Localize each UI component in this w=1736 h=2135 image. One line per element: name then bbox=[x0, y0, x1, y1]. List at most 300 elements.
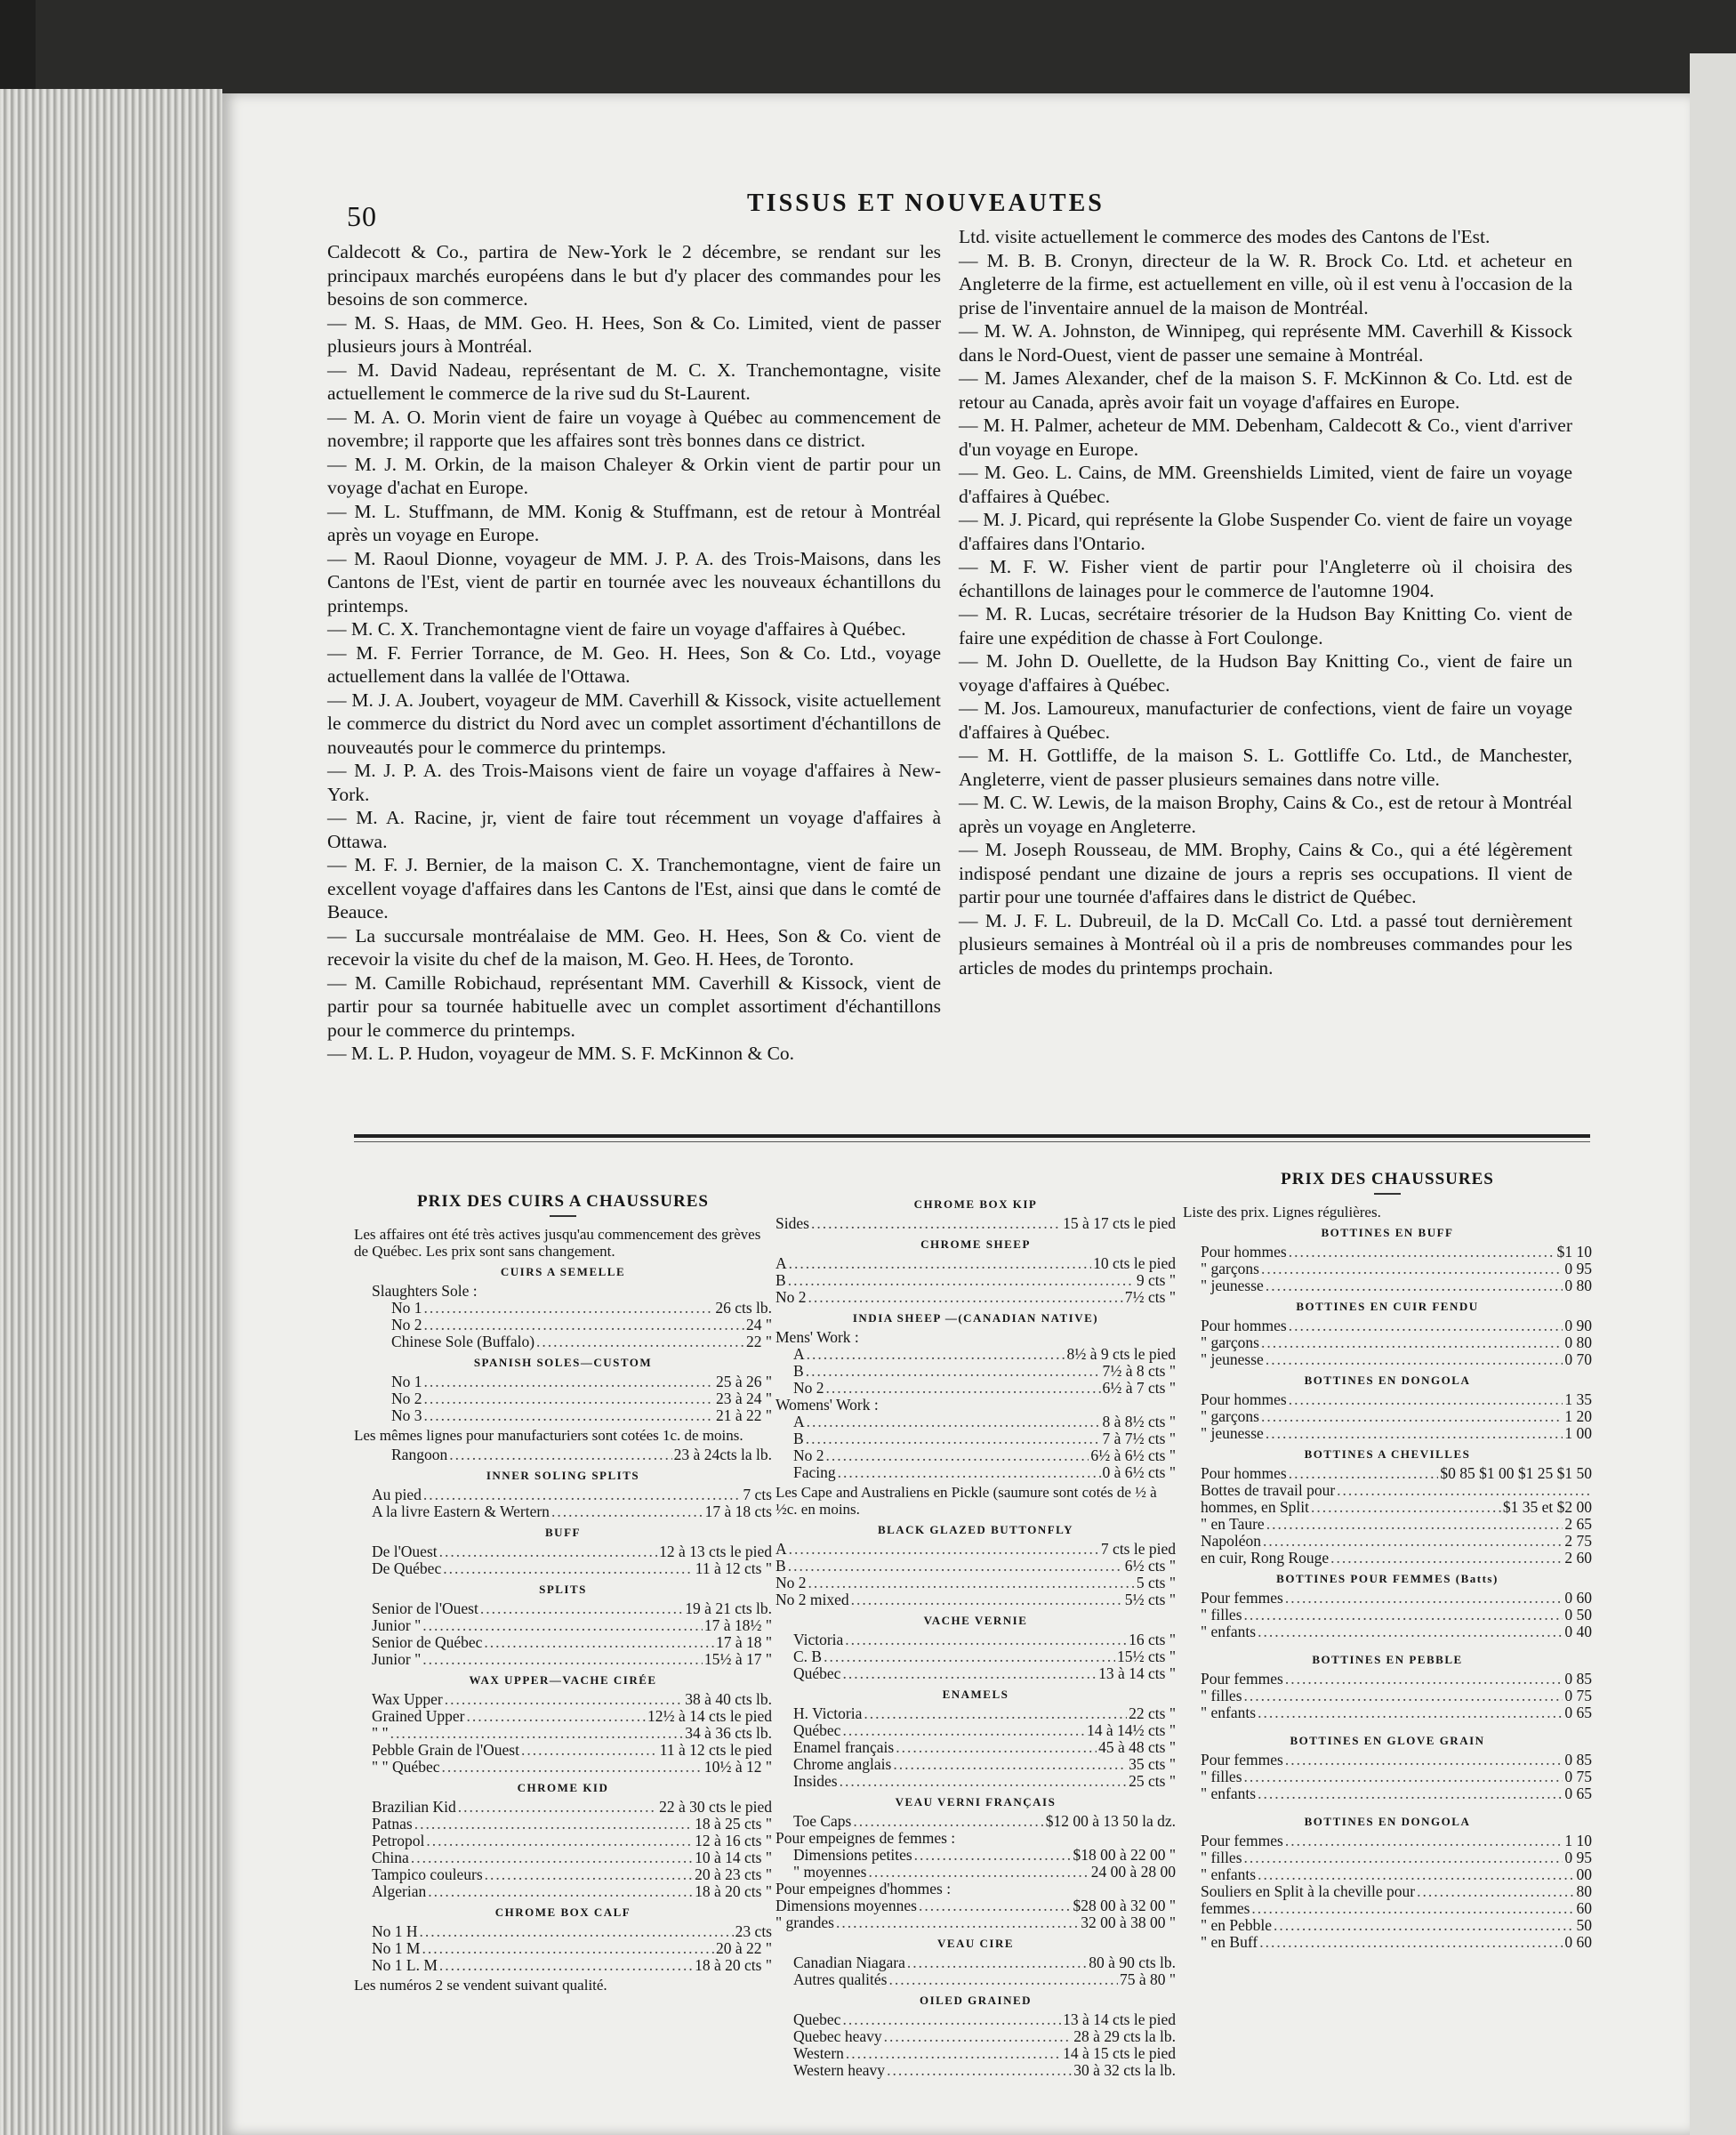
table-title: PRIX DES CHAUSSURES bbox=[1281, 1170, 1494, 1188]
leader-dots bbox=[806, 1430, 1101, 1447]
leader-dots bbox=[806, 1363, 1101, 1380]
price-label: Western heavy bbox=[793, 2061, 886, 2079]
price-label: Toe Caps bbox=[793, 1812, 852, 1830]
price-value: 20 à 23 cts " bbox=[695, 1865, 772, 1883]
news-paragraph: Caldecott & Co., partira de New-York le 2 décembre, se rendant sur les principaux marchés européens dans le but d'y placer des commandes pour les besoins de son commerce. bbox=[327, 241, 941, 310]
price-row bbox=[776, 1897, 1176, 1914]
price-label: Senior de l'Ouest bbox=[372, 1599, 478, 1617]
leader-dots bbox=[884, 2028, 1073, 2045]
news-paragraph: — M. David Nadeau, représentant de M. C. X. Tranchemontagne, visite actuellement le commerce de la rive sud du St-Laurent. bbox=[327, 359, 941, 404]
leader-dots bbox=[420, 1923, 734, 1940]
price-row bbox=[776, 1914, 1176, 1931]
price-value: 0 70 bbox=[1564, 1350, 1592, 1368]
price-value: 2 60 bbox=[1564, 1549, 1592, 1567]
price-label: Bottes de travail pour bbox=[1201, 1481, 1336, 1499]
leader-dots bbox=[390, 1725, 684, 1742]
price-value: 7½ cts " bbox=[1124, 1288, 1176, 1306]
book-page-edges bbox=[0, 89, 222, 2135]
price-label: Pour hommes bbox=[1201, 1390, 1287, 1408]
price-value: 12½ à 14 cts le pied bbox=[647, 1707, 772, 1725]
table-subheading: CHROME SHEEP bbox=[920, 1237, 1031, 1251]
leader-dots bbox=[1285, 1752, 1563, 1768]
price-label: No 1 H bbox=[372, 1922, 418, 1940]
news-paragraph: — M. F. Ferrier Torrance, de M. Geo. H. Hees, Son & Co. Ltd., voyage actuellement dans la vallée de l'Ottawa. bbox=[327, 641, 941, 687]
price-value: 0 60 bbox=[1564, 1589, 1592, 1607]
group-label: Pour empeignes de femmes : bbox=[776, 1829, 956, 1847]
price-label: No 3 bbox=[391, 1406, 422, 1424]
news-paragraph: — M. H. Gottliffe, de la maison S. L. Gottliffe Co. Ltd., de Manchester, Angleterre, vient de passer plusieurs semaines dans notre ville. bbox=[959, 745, 1572, 790]
spacer bbox=[1183, 1951, 1592, 1958]
leader-dots bbox=[1244, 1768, 1563, 1785]
price-value: 7½ à 8 cts " bbox=[1102, 1362, 1176, 1380]
price-label: Pour hommes bbox=[1201, 1243, 1287, 1261]
price-row bbox=[354, 1374, 772, 1390]
price-row bbox=[354, 1759, 772, 1776]
leader-dots bbox=[919, 1897, 1072, 1914]
price-label: Insides bbox=[793, 1772, 838, 1790]
news-paragraph: — M. Geo. L. Cains, de MM. Greenshields Limited, vient de faire un voyage d'affaires à Québec. bbox=[959, 462, 1572, 507]
price-row bbox=[354, 1651, 772, 1668]
price-value: 22 " bbox=[745, 1333, 772, 1350]
price-row bbox=[354, 1816, 772, 1833]
leader-dots bbox=[824, 1648, 1115, 1665]
price-row bbox=[354, 1503, 772, 1520]
news-paragraph: — M. C. W. Lewis, de la maison Brophy, Cains & Co., est de retour à Montréal après un voyage en Angleterre. bbox=[959, 792, 1572, 837]
news-paragraph: — M. A. Racine, jr, vient de faire tout récemment un voyage d'affaires à Ottawa. bbox=[327, 807, 941, 852]
price-value: 24 " bbox=[745, 1316, 772, 1333]
leader-dots bbox=[1311, 1499, 1501, 1516]
price-label: " filles bbox=[1201, 1768, 1242, 1785]
price-label: " grandes bbox=[776, 1913, 834, 1931]
leader-dots bbox=[441, 1759, 702, 1776]
price-label: Quebec bbox=[793, 2010, 841, 2028]
price-value: $1 35 et $2 00 bbox=[1502, 1498, 1592, 1516]
price-value: 0 75 bbox=[1564, 1687, 1592, 1704]
price-value: 80 à 90 cts lb. bbox=[1089, 1954, 1176, 1971]
table-subheading: BOTTINES EN BUFF bbox=[1321, 1226, 1454, 1239]
news-paragraph: — M. James Alexander, chef de la maison S. F. McKinnon & Co. Ltd. est de retour au Canada, après avoir fait un voyage d'affaires en Europe. bbox=[959, 367, 1572, 413]
leader-dots bbox=[422, 1940, 714, 1957]
leader-dots bbox=[896, 1739, 1097, 1756]
price-row bbox=[776, 1380, 1176, 1397]
price-label: " enfants bbox=[1201, 1704, 1257, 1721]
price-row bbox=[354, 1940, 772, 1957]
price-row bbox=[776, 1447, 1176, 1464]
price-label: " enfants bbox=[1201, 1623, 1257, 1640]
price-row bbox=[1183, 1900, 1592, 1917]
price-label: Canadian Niagara bbox=[793, 1954, 905, 1971]
leader-dots bbox=[838, 1464, 1101, 1481]
price-row bbox=[776, 2028, 1176, 2045]
news-paragraph: — M. J. A. Joubert, voyageur de MM. Caverhill & Kissock, visite actuellement le commerce du district du Nord avec un complet assortiment d'échantillons de nouveautés pour le commerce du printemps. bbox=[327, 689, 941, 758]
price-value: $0 85 $1 00 $1 25 $1 50 bbox=[1440, 1464, 1592, 1482]
price-row bbox=[776, 2045, 1176, 2062]
price-label: B bbox=[793, 1430, 804, 1447]
table-intro: Liste des prix. Lignes régulières. bbox=[1183, 1204, 1381, 1221]
price-value: 21 à 22 " bbox=[715, 1406, 772, 1424]
news-paragraph: — M. H. Palmer, acheteur de MM. Debenham, Caldecott & Co., vient d'arriver d'un voyage en Europe. bbox=[959, 415, 1572, 460]
news-paragraph: — M. Jos. Lamoureux, manufacturier de confections, vient de faire un voyage d'affaires à Québec. bbox=[959, 697, 1572, 743]
price-label: Pour femmes bbox=[1201, 1589, 1283, 1607]
price-label: " en Buff bbox=[1201, 1933, 1258, 1951]
leader-dots bbox=[788, 1272, 1135, 1289]
leader-dots bbox=[789, 1255, 1092, 1272]
price-value: 18 à 20 cts " bbox=[695, 1882, 772, 1900]
leader-dots bbox=[521, 1742, 658, 1759]
price-row bbox=[354, 1446, 772, 1463]
leader-dots bbox=[422, 1651, 703, 1668]
table-subheading: SPANISH SOLES—CUSTOM bbox=[473, 1356, 653, 1369]
price-label: No 2 bbox=[776, 1288, 807, 1306]
table-subheading: BOTTINES EN DONGOLA bbox=[1304, 1374, 1471, 1387]
table-subheading: ENAMELS bbox=[942, 1688, 1009, 1701]
leader-dots bbox=[1285, 1671, 1563, 1688]
price-value: 12 à 16 cts " bbox=[695, 1832, 772, 1849]
price-row bbox=[776, 1648, 1176, 1665]
price-label: en cuir, Rong Rouge bbox=[1201, 1549, 1330, 1567]
leader-dots bbox=[789, 1541, 1099, 1558]
leader-dots bbox=[1244, 1849, 1563, 1866]
price-value: $1 10 bbox=[1556, 1243, 1592, 1261]
price-label: No 2 bbox=[793, 1379, 824, 1397]
price-label: " moyennes bbox=[793, 1863, 867, 1881]
table-subheading: BOTTINES A CHEVILLES bbox=[1304, 1447, 1471, 1461]
price-row bbox=[1183, 1391, 1592, 1408]
price-value: 15½ à 17 " bbox=[703, 1650, 772, 1668]
leader-dots bbox=[428, 1883, 693, 1900]
price-label: Pour hommes bbox=[1201, 1464, 1287, 1482]
price-row bbox=[776, 1558, 1176, 1575]
price-row bbox=[776, 1215, 1176, 1232]
price-value: 80 bbox=[1576, 1882, 1592, 1900]
leader-dots bbox=[1251, 1900, 1574, 1917]
price-label: " " Québec bbox=[372, 1758, 440, 1776]
price-value: 20 à 22 " bbox=[715, 1939, 772, 1957]
price-label: No 2 bbox=[391, 1390, 422, 1407]
price-value: 0 75 bbox=[1564, 1768, 1592, 1785]
price-value: 0 85 bbox=[1564, 1751, 1592, 1768]
leader-dots bbox=[1417, 1883, 1574, 1900]
price-row bbox=[1183, 1425, 1592, 1442]
price-value: 14 à 15 cts le pied bbox=[1063, 2044, 1176, 2062]
leader-dots bbox=[1261, 1261, 1563, 1277]
price-value: 0 40 bbox=[1564, 1623, 1592, 1640]
price-row bbox=[776, 1847, 1176, 1864]
section-divider bbox=[354, 1134, 1590, 1138]
price-label: " garçons bbox=[1201, 1260, 1259, 1277]
price-row bbox=[776, 1272, 1176, 1289]
leader-dots bbox=[1285, 1590, 1563, 1607]
spacer bbox=[1183, 1721, 1592, 1728]
price-row bbox=[776, 1575, 1176, 1591]
leader-dots bbox=[424, 1407, 714, 1424]
price-value: $12 00 à 13 50 la dz. bbox=[1045, 1812, 1176, 1830]
leader-dots bbox=[411, 1849, 693, 1866]
news-column-left bbox=[327, 240, 941, 1066]
price-value: 12 à 13 cts le pied bbox=[659, 1543, 772, 1560]
price-value: 17 à 18 " bbox=[715, 1633, 772, 1651]
leader-dots bbox=[842, 1722, 1085, 1739]
title-dash bbox=[1374, 1193, 1401, 1195]
price-row bbox=[354, 1725, 772, 1742]
leader-dots bbox=[424, 1317, 744, 1333]
price-value: 6½ à 6½ cts " bbox=[1090, 1446, 1176, 1464]
price-label: Facing bbox=[793, 1463, 836, 1481]
news-paragraph: — M. L. Stuffmann, de MM. Konig & Stuffmann, est de retour à Montréal après un voyage en Europe. bbox=[327, 500, 941, 545]
table-subheading: BOTTINES EN PEBBLE bbox=[1312, 1653, 1463, 1666]
price-row bbox=[354, 1799, 772, 1816]
facing-page-edge bbox=[1690, 53, 1736, 2135]
price-value: 0 à 6½ cts " bbox=[1102, 1463, 1176, 1481]
price-row bbox=[776, 1289, 1176, 1306]
leader-dots bbox=[1266, 1425, 1563, 1442]
price-label: Western bbox=[793, 2044, 844, 2062]
price-label: A bbox=[776, 1540, 787, 1558]
price-value: 23 à 24 " bbox=[715, 1390, 772, 1407]
news-paragraph: — La succursale montréalaise de MM. Geo. H. Hees, Son & Co. vient de recevoir la visite du chef de la maison, M. Geo. H. Hees, de Toronto. bbox=[327, 924, 941, 970]
price-row bbox=[1183, 1533, 1592, 1550]
price-value: 30 à 32 cts la lb. bbox=[1073, 2061, 1176, 2079]
price-label: " garçons bbox=[1201, 1333, 1259, 1351]
table-subheading: OILED GRAINED bbox=[919, 1994, 1033, 2007]
leader-dots bbox=[466, 1708, 646, 1725]
price-label: " enfants bbox=[1201, 1865, 1257, 1883]
price-row bbox=[1183, 1317, 1592, 1334]
price-value: 23 à 24cts la lb. bbox=[673, 1446, 772, 1463]
price-label: Petropol bbox=[372, 1832, 425, 1849]
leader-dots bbox=[853, 1813, 1043, 1830]
leader-dots bbox=[1258, 1866, 1574, 1883]
price-row bbox=[1183, 1516, 1592, 1533]
leader-dots bbox=[807, 1414, 1101, 1430]
price-value: 10 cts le pied bbox=[1093, 1254, 1176, 1272]
price-row bbox=[354, 1833, 772, 1849]
table-subheading: BLACK GLAZED BUTTONFLY bbox=[877, 1523, 1074, 1536]
price-label: Wax Upper bbox=[372, 1690, 443, 1708]
price-label: " filles bbox=[1201, 1849, 1242, 1866]
price-label: Dimensions moyennes bbox=[776, 1897, 917, 1914]
news-paragraph: — M. L. P. Hudon, voyageur de MM. S. F. McKinnon & Co. bbox=[327, 1043, 795, 1064]
spacer bbox=[1183, 1802, 1592, 1809]
price-row bbox=[1183, 1704, 1592, 1721]
leader-dots bbox=[1285, 1833, 1563, 1849]
price-value: 6½ cts " bbox=[1124, 1557, 1176, 1575]
price-value: 11 à 12 cts le pied bbox=[659, 1741, 772, 1759]
news-paragraph: — M. Camille Robichaud, représentant MM. Caverhill & Kissock, vient de partir pour sa tournée habituelle avec un complet assortiment d'échantillons pour le commerce du printemps. bbox=[327, 971, 941, 1041]
price-value: 0 50 bbox=[1564, 1606, 1592, 1623]
table-subheading: BOTTINES EN GLOVE GRAIN bbox=[1290, 1734, 1485, 1747]
price-value: 19 à 21 cts lb. bbox=[685, 1599, 772, 1617]
price-row bbox=[1183, 1883, 1592, 1900]
group-label: Mens' Work : bbox=[776, 1328, 859, 1346]
price-value: 60 bbox=[1576, 1899, 1592, 1917]
price-label: Pour hommes bbox=[1201, 1317, 1287, 1334]
price-row bbox=[354, 1866, 772, 1883]
leader-dots bbox=[851, 1591, 1123, 1608]
price-label: Enamel français bbox=[793, 1738, 895, 1756]
news-paragraph: — M. C. X. Tranchemontagne vient de faire un voyage d'affaires à Québec. bbox=[327, 618, 906, 640]
price-label: B bbox=[793, 1362, 804, 1380]
table-subheading: VACHE VERNIE bbox=[923, 1614, 1028, 1627]
leader-dots bbox=[443, 1560, 694, 1577]
price-column-chaussures bbox=[1183, 1165, 1592, 1958]
price-value: 32 00 à 38 00 " bbox=[1081, 1913, 1176, 1931]
price-value: 18 à 25 cts " bbox=[695, 1815, 772, 1833]
table-subheading: WAX UPPER—VACHE CIRÉE bbox=[469, 1673, 657, 1687]
price-label: Souliers en Split à la cheville pour bbox=[1201, 1882, 1416, 1900]
price-row bbox=[1183, 1607, 1592, 1623]
price-row bbox=[776, 1541, 1176, 1558]
price-value: 8 à 8½ cts " bbox=[1102, 1413, 1176, 1430]
leader-dots bbox=[893, 1756, 1127, 1773]
price-value: 26 cts lb. bbox=[715, 1299, 772, 1317]
leader-dots bbox=[788, 1558, 1123, 1575]
price-row bbox=[776, 1722, 1176, 1739]
price-label: " jeunesse bbox=[1201, 1350, 1264, 1368]
price-value: 25 cts " bbox=[1129, 1772, 1176, 1790]
price-row bbox=[354, 1333, 772, 1350]
price-value: 0 95 bbox=[1564, 1849, 1592, 1866]
price-row bbox=[1183, 1550, 1592, 1567]
price-row bbox=[1183, 1482, 1592, 1499]
price-row bbox=[776, 1864, 1176, 1881]
leader-dots bbox=[1263, 1533, 1563, 1550]
price-label: No 2 mixed bbox=[776, 1591, 849, 1608]
table-intro: Les affaires ont été très actives jusqu'au commencement des grèves de Québec. Les prix sont sans changement. bbox=[354, 1226, 761, 1260]
price-row bbox=[354, 1883, 772, 1900]
table-subheading: VEAU CIRE bbox=[936, 1937, 1015, 1950]
leader-dots bbox=[888, 1971, 1117, 1988]
leader-dots bbox=[836, 1914, 1079, 1931]
price-value: 7 cts le pied bbox=[1100, 1540, 1176, 1558]
price-label: Napoléon bbox=[1201, 1532, 1262, 1550]
price-value: 13 à 14 cts " bbox=[1098, 1664, 1176, 1682]
leader-dots bbox=[1244, 1688, 1563, 1704]
leader-dots bbox=[439, 1957, 693, 1974]
price-row bbox=[776, 1346, 1176, 1363]
price-label: No 1 M bbox=[372, 1939, 421, 1957]
price-value: 28 à 29 cts la lb. bbox=[1073, 2027, 1176, 2045]
price-label: Au pied bbox=[372, 1486, 422, 1503]
leader-dots bbox=[842, 1665, 1097, 1682]
table-subheading: CHROME BOX KIP bbox=[913, 1197, 1038, 1211]
price-value: 0 60 bbox=[1564, 1933, 1592, 1951]
table-note: Les numéros 2 se vendent suivant qualité. bbox=[354, 1977, 607, 1994]
price-row bbox=[776, 1363, 1176, 1380]
price-label: Dimensions petites bbox=[793, 1846, 912, 1864]
news-paragraph: — M. S. Haas, de MM. Geo. H. Hees, Son & Co. Limited, vient de passer plusieurs jours à Montréal. bbox=[327, 311, 941, 357]
news-paragraph: — M. A. O. Morin vient de faire un voyage à Québec au commencement de novembre; il rapporte que les affaires sont très bonnes dans ce district. bbox=[327, 406, 941, 451]
leader-dots bbox=[842, 2011, 1061, 2028]
price-label: " enfants bbox=[1201, 1785, 1257, 1802]
leader-dots bbox=[808, 1575, 1135, 1591]
price-column-middle bbox=[776, 1192, 1176, 2079]
table-subheading: VEAU VERNI FRANÇAIS bbox=[895, 1795, 1057, 1809]
price-value: 6½ à 7 cts " bbox=[1102, 1379, 1176, 1397]
price-value: 50 bbox=[1576, 1916, 1592, 1934]
leader-dots bbox=[1266, 1351, 1563, 1368]
table-subheading: BOTTINES POUR FEMMES (Batts) bbox=[1276, 1572, 1499, 1585]
price-value: 7 cts bbox=[743, 1486, 772, 1503]
price-row bbox=[1183, 1499, 1592, 1516]
price-value: 24 00 à 28 00 bbox=[1090, 1863, 1176, 1881]
price-label: No 1 L. M bbox=[372, 1956, 438, 1974]
leader-dots bbox=[1244, 1607, 1563, 1623]
price-row bbox=[776, 1430, 1176, 1447]
price-row bbox=[354, 1923, 772, 1940]
price-label: Rangoon bbox=[391, 1446, 448, 1463]
price-row bbox=[354, 1849, 772, 1866]
price-label: No 2 bbox=[391, 1316, 422, 1333]
price-row bbox=[776, 1813, 1176, 1830]
price-label: A bbox=[776, 1254, 787, 1272]
page-header bbox=[222, 156, 1690, 232]
price-label: " filles bbox=[1201, 1687, 1242, 1704]
price-label: Tampico couleurs bbox=[372, 1865, 483, 1883]
leader-dots bbox=[914, 1847, 1072, 1864]
group-label: Womens' Work : bbox=[776, 1396, 879, 1414]
price-value: 16 cts " bbox=[1129, 1631, 1176, 1648]
price-label: A bbox=[793, 1345, 805, 1363]
group-label: Slaughters Sole : bbox=[372, 1282, 478, 1300]
leader-dots bbox=[414, 1816, 693, 1833]
price-row bbox=[354, 1600, 772, 1617]
table-subheading: BOTTINES EN CUIR FENDU bbox=[1296, 1300, 1479, 1313]
table-subheading: INNER SOLING SPLITS bbox=[486, 1469, 640, 1482]
price-row bbox=[1183, 1849, 1592, 1866]
price-label: Québec bbox=[793, 1664, 841, 1682]
table-title: PRIX DES CUIRS A CHAUSSURES bbox=[417, 1192, 709, 1211]
price-label: " jeunesse bbox=[1201, 1424, 1264, 1442]
leader-dots bbox=[840, 1773, 1128, 1790]
price-label: A la livre Eastern & Wertern bbox=[372, 1503, 550, 1520]
leader-dots bbox=[423, 1486, 742, 1503]
price-value: 0 80 bbox=[1564, 1333, 1592, 1351]
price-row bbox=[776, 1665, 1176, 1682]
price-value: 0 90 bbox=[1564, 1317, 1592, 1334]
leader-dots bbox=[845, 1631, 1127, 1648]
price-label: Brazilian Kid bbox=[372, 1798, 456, 1816]
table-subheading: BUFF bbox=[545, 1526, 581, 1539]
price-value: 14 à 14½ cts " bbox=[1087, 1721, 1176, 1739]
news-paragraph: — M. F. J. Bernier, de la maison C. X. Tranchemontagne, vient de faire un excellent voyage d'affaires dans les Cantons de l'Est, ainsi que dans le comté de Beauce. bbox=[327, 854, 941, 922]
price-label: Patnas bbox=[372, 1815, 413, 1833]
leader-dots bbox=[480, 1600, 683, 1617]
leader-dots bbox=[1261, 1408, 1563, 1425]
price-label: " garçons bbox=[1201, 1407, 1259, 1425]
price-row bbox=[354, 1957, 772, 1974]
news-column-right bbox=[959, 225, 1572, 979]
price-value: 1 10 bbox=[1564, 1832, 1592, 1849]
price-row bbox=[1183, 1785, 1592, 1802]
price-value: 1 00 bbox=[1564, 1424, 1592, 1442]
price-label: hommes, en Split bbox=[1201, 1498, 1310, 1516]
leader-dots bbox=[424, 1374, 714, 1390]
price-label: Québec bbox=[793, 1721, 841, 1739]
price-row bbox=[1183, 1752, 1592, 1768]
table-note: Les mêmes lignes pour manufacturiers sont cotées 1c. de moins. bbox=[354, 1427, 743, 1444]
price-row bbox=[354, 1742, 772, 1759]
news-paragraph: Ltd. visite actuellement le commerce des modes des Cantons de l'Est. bbox=[959, 226, 1491, 247]
price-label: " " bbox=[372, 1724, 389, 1742]
price-value: 13 à 14 cts le pied bbox=[1063, 2010, 1176, 2028]
price-row bbox=[1183, 1261, 1592, 1277]
price-row bbox=[776, 1255, 1176, 1272]
price-value: 5½ cts " bbox=[1124, 1591, 1176, 1608]
price-row bbox=[1183, 1917, 1592, 1934]
price-row bbox=[354, 1560, 772, 1577]
leader-dots bbox=[811, 1215, 1061, 1232]
